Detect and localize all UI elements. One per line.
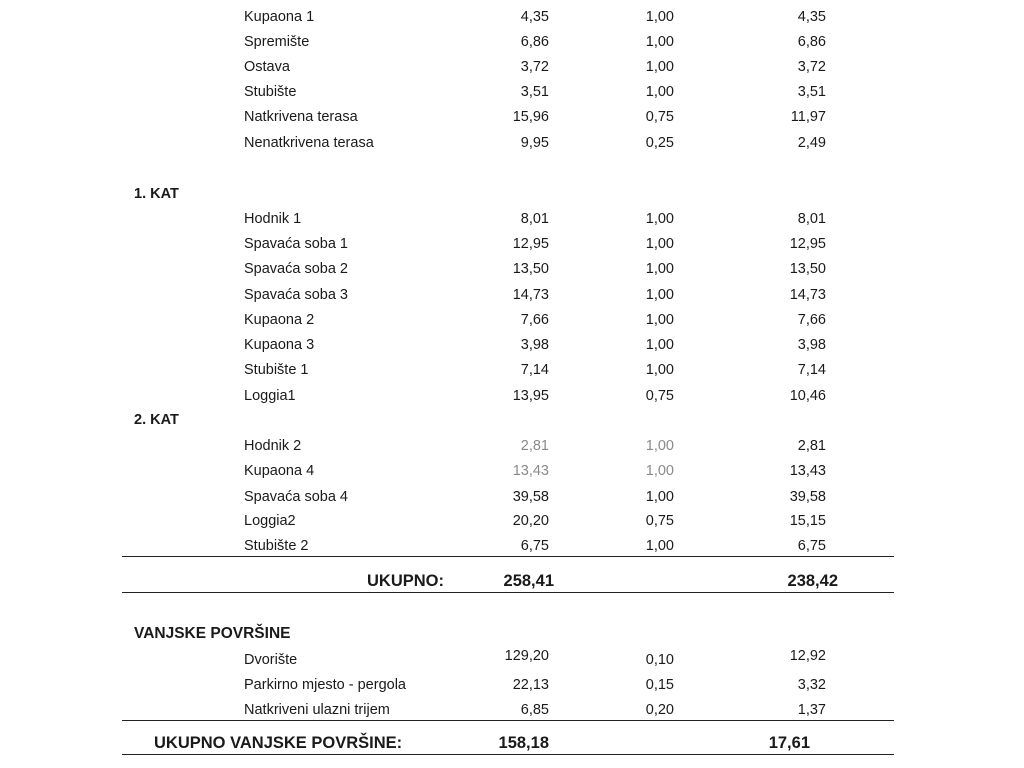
table-row bbox=[0, 335, 1024, 355]
room-reduced-area: 8,01 bbox=[797, 211, 826, 227]
room-reduced-area: 2,81 bbox=[797, 438, 826, 454]
room-area: 129,20 bbox=[504, 648, 549, 664]
total-area: 258,41 bbox=[503, 572, 554, 590]
room-reduced-area: 39,58 bbox=[789, 489, 826, 505]
room-coefficient: 1,00 bbox=[645, 463, 674, 479]
room-reduced-area: 3,98 bbox=[797, 337, 826, 353]
room-coefficient: 0,20 bbox=[645, 702, 674, 718]
section-heading-kat2: 2. KAT bbox=[134, 412, 179, 428]
room-reduced-area: 3,72 bbox=[797, 59, 826, 75]
room-name: Loggia2 bbox=[244, 513, 296, 529]
room-coefficient: 1,00 bbox=[645, 84, 674, 100]
room-area: 6,86 bbox=[520, 34, 549, 50]
room-reduced-area: 3,51 bbox=[797, 84, 826, 100]
total-row bbox=[0, 569, 1024, 593]
room-reduced-area: 13,50 bbox=[789, 261, 826, 277]
room-area: 4,35 bbox=[520, 9, 549, 25]
room-reduced-area: 6,75 bbox=[797, 538, 826, 554]
table-row bbox=[0, 487, 1024, 507]
room-reduced-area: 13,43 bbox=[789, 463, 826, 479]
room-name: Spavaća soba 3 bbox=[244, 287, 348, 303]
room-reduced-area: 7,14 bbox=[797, 362, 826, 378]
room-name: Spavaća soba 2 bbox=[244, 261, 348, 277]
room-area: 12,95 bbox=[512, 236, 549, 252]
room-name: Ostava bbox=[244, 59, 290, 75]
room-name: Spavaća soba 4 bbox=[244, 489, 348, 505]
room-reduced-area: 7,66 bbox=[797, 312, 826, 328]
room-name: Parkirno mjesto - pergola bbox=[244, 677, 406, 693]
room-reduced-area: 15,15 bbox=[789, 513, 826, 529]
room-name: Stubište bbox=[244, 84, 297, 100]
room-coefficient: 1,00 bbox=[645, 287, 674, 303]
table-row bbox=[0, 234, 1024, 254]
room-name: Natkrivena terasa bbox=[244, 109, 358, 125]
table-row bbox=[0, 259, 1024, 279]
table-row bbox=[0, 7, 1024, 27]
outdoor-total-label: UKUPNO VANJSKE POVRŠINE: bbox=[154, 734, 403, 752]
room-coefficient: 0,75 bbox=[645, 388, 674, 404]
table-row bbox=[0, 386, 1024, 406]
room-area: 15,96 bbox=[512, 109, 549, 125]
table-row bbox=[0, 536, 1024, 556]
room-reduced-area: 14,73 bbox=[789, 287, 826, 303]
table-row bbox=[0, 310, 1024, 330]
outdoor-total-row bbox=[0, 731, 1024, 755]
room-name: Spavaća soba 1 bbox=[244, 236, 348, 252]
room-coefficient: 1,00 bbox=[645, 538, 674, 554]
room-area: 7,66 bbox=[520, 312, 549, 328]
room-name: Kupaona 2 bbox=[244, 312, 315, 328]
room-coefficient: 1,00 bbox=[645, 59, 674, 75]
room-area: 13,95 bbox=[512, 388, 549, 404]
section-heading-outdoor: VANJSKE POVRŠINE bbox=[134, 625, 291, 642]
room-name: Hodnik 1 bbox=[244, 211, 302, 227]
room-coefficient: 1,00 bbox=[645, 261, 674, 277]
room-reduced-area: 12,92 bbox=[789, 648, 826, 664]
room-coefficient: 1,00 bbox=[645, 9, 674, 25]
room-coefficient: 0,10 bbox=[645, 652, 674, 668]
room-reduced-area: 10,46 bbox=[789, 388, 826, 404]
room-reduced-area: 6,86 bbox=[797, 34, 826, 50]
total-reduced-area: 238,42 bbox=[787, 572, 838, 590]
room-name: Stubište 2 bbox=[244, 538, 309, 554]
table-row bbox=[0, 82, 1024, 102]
room-coefficient: 1,00 bbox=[645, 438, 674, 454]
room-area: 22,13 bbox=[512, 677, 549, 693]
table-row bbox=[0, 107, 1024, 127]
room-name: Kupaona 4 bbox=[244, 463, 315, 479]
divider-line bbox=[122, 556, 894, 557]
room-coefficient: 0,75 bbox=[645, 513, 674, 529]
room-reduced-area: 1,37 bbox=[797, 702, 826, 718]
room-coefficient: 1,00 bbox=[645, 34, 674, 50]
room-reduced-area: 12,95 bbox=[789, 236, 826, 252]
room-area: 3,72 bbox=[520, 59, 549, 75]
table-row bbox=[0, 57, 1024, 77]
room-area: 6,75 bbox=[520, 538, 549, 554]
room-coefficient: 0,15 bbox=[645, 677, 674, 693]
room-coefficient: 1,00 bbox=[645, 236, 674, 252]
room-area: 2,81 bbox=[520, 438, 549, 454]
table-row bbox=[0, 285, 1024, 305]
room-area: 13,50 bbox=[512, 261, 549, 277]
table-row bbox=[0, 133, 1024, 153]
outdoor-total-area: 158,18 bbox=[498, 734, 549, 752]
room-area: 9,95 bbox=[520, 135, 549, 151]
table-row bbox=[0, 209, 1024, 229]
total-label: UKUPNO: bbox=[367, 572, 444, 590]
room-coefficient: 1,00 bbox=[645, 211, 674, 227]
room-area: 14,73 bbox=[512, 287, 549, 303]
table-row bbox=[0, 461, 1024, 481]
table-row bbox=[0, 700, 1024, 720]
room-coefficient: 1,00 bbox=[645, 337, 674, 353]
room-coefficient: 1,00 bbox=[645, 312, 674, 328]
room-name: Kupaona 1 bbox=[244, 9, 315, 25]
room-area: 3,51 bbox=[520, 84, 549, 100]
table-row bbox=[0, 32, 1024, 52]
room-area: 8,01 bbox=[520, 211, 549, 227]
room-name: Hodnik 2 bbox=[244, 438, 302, 454]
outdoor-total-reduced-area: 17,61 bbox=[768, 734, 810, 752]
room-coefficient: 0,25 bbox=[645, 135, 674, 151]
table-row bbox=[0, 649, 1024, 669]
room-name: Dvorište bbox=[244, 652, 298, 668]
table-row bbox=[0, 675, 1024, 695]
table-row bbox=[0, 436, 1024, 456]
room-reduced-area: 3,32 bbox=[797, 677, 826, 693]
room-name: Kupaona 3 bbox=[244, 337, 315, 353]
room-name: Natkriveni ulazni trijem bbox=[244, 702, 390, 718]
room-name: Spremište bbox=[244, 34, 310, 50]
room-area: 6,85 bbox=[520, 702, 549, 718]
divider-line bbox=[122, 592, 894, 593]
room-reduced-area: 11,97 bbox=[790, 109, 826, 125]
room-reduced-area: 2,49 bbox=[797, 135, 826, 151]
table-row bbox=[0, 511, 1024, 531]
room-name: Nenatkrivena terasa bbox=[244, 135, 374, 151]
room-coefficient: 1,00 bbox=[645, 489, 674, 505]
room-area: 39,58 bbox=[512, 489, 549, 505]
divider-line bbox=[122, 754, 894, 755]
room-area: 7,14 bbox=[520, 362, 549, 378]
room-coefficient: 1,00 bbox=[645, 362, 674, 378]
room-reduced-area: 4,35 bbox=[797, 9, 826, 25]
section-heading-kat1: 1. KAT bbox=[134, 186, 179, 202]
room-area: 13,43 bbox=[512, 463, 549, 479]
room-area: 20,20 bbox=[512, 513, 549, 529]
room-name: Stubište 1 bbox=[244, 362, 309, 378]
room-area: 3,98 bbox=[520, 337, 549, 353]
room-coefficient: 0,75 bbox=[645, 109, 674, 125]
divider-line bbox=[122, 720, 894, 721]
room-name: Loggia1 bbox=[244, 388, 296, 404]
table-row bbox=[0, 360, 1024, 380]
